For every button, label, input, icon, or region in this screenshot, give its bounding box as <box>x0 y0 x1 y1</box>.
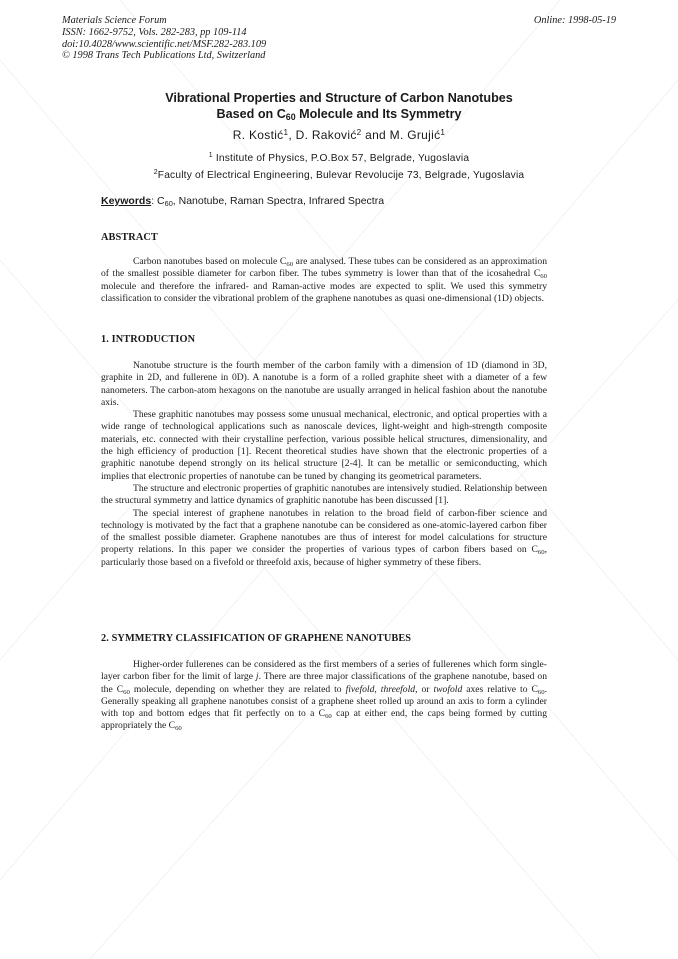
keywords-line: Keywords: $C_{60}$, Nanotube, Raman Spectra, Infrared Spectra <box>101 195 385 208</box>
issn-line: ISSN: 1662-9752, Vols. 282-283, pp 109-114 <box>62 26 247 38</box>
author-grujic: M. Grujić <box>389 128 441 142</box>
author-rakovic: D. Raković <box>295 128 357 142</box>
abstract-text: Carbon nanotubes based on molecule $C_{60}$ are analysed. These tubes can be considered as an approximation of the smallest possible diameter for carbon fiber. The tubes symmetry is lower than that of the icosahedral $C_{60}$ molecule and therefore the infrared- and Raman-active modes are expected to split. We used this symmetry classification to consider the vibrational problem of the graphene nanotubes as quasi one-dimensional (1D) objects. <box>101 256 547 304</box>
introduction-text <box>101 360 547 569</box>
copyright-line: © 1998 Trans Tech Publications Ltd, Switzerland <box>62 50 266 62</box>
online-date: Online: 1998-05-19 <box>533 15 616 26</box>
author-kostic: R. Kostić <box>232 128 284 142</box>
affiliation-1: $^1$ Institute of Physics, P.O.Box 57, Belgrade, Yugoslavia <box>208 152 470 164</box>
introduction-heading: 1. INTRODUCTION <box>101 334 196 345</box>
affiliation-2: $^2$Faculty of Electrical Engineering, Bulevar Revolucije 73, Belgrade, Yugoslavia <box>153 169 525 181</box>
title-line-2: Based on $C_{60}$ Molecule and Its Symmetry <box>216 107 462 122</box>
author-list: R. Kostić$^1$, D. Raković$^2$ and M. Grujić$^1$ <box>232 128 446 142</box>
intro-paragraph-1: Nanotube structure is the fourth member of the carbon family with a dimension of 1D (diamond in 3D, graphite in 2D, and fullerene in 0D). A nanotube is a form of a rolled graphite sheet with a diameter of a few nanometers. The carbon-atom hexagons on the nanotube are usually arranged in helical fashion about the nanotube axis. <box>101 360 547 408</box>
doi-line[interactable]: doi:10.4028/www.scientific.net/MSF.282-283.109 <box>62 38 267 50</box>
paper-title <box>0 90 678 122</box>
keywords-label: Keywords <box>101 195 152 207</box>
abstract-heading: ABSTRACT <box>101 232 158 243</box>
intro-paragraph-2: These graphitic nanotubes may possess some unusual mechanical, electronic, and optical properties with a wide range of technological applications such as nanoscale devices, light-weight and high-strength composite materials, etc. connected with their crystalline perfection, various possible helical structures, dimensionality, and the high efficiency of production [1]. Recent theoretical studies have shown that the electronic properties of a graphitic nanotube depend strongly on its helical structure [2-4]. It can be metallic or semiconducting, which implies that electronic properties of nanotube can be tuned by changing its geometrical parameters. <box>101 409 547 482</box>
journal-name: Materials Science Forum <box>62 15 167 26</box>
section-2-text: Higher-order fullerenes can be considered as the first members of a series of fullerenes which form single-layer carbon fiber for the limit of large j. There are three major classifications of the graphene nanotube, based on the $C_{60}$ molecule, depending on whether they are related to fivefold, threefold, or twofold axes relative to $C_{60}$. Generally speaking all graphene nanotubes consist of a graphene sheet rolled up around an axis to form a cylinder with top and bottom edges that fit perfectly on to a $C_{60}$ cap at either end, the caps being formed by cutting appropriately the $C_{60}$ <box>101 659 548 733</box>
journal-header <box>62 15 266 62</box>
section-2-heading: 2. SYMMETRY CLASSIFICATION OF GRAPHENE NANOTUBES <box>101 633 412 644</box>
intro-paragraph-4: The special interest of graphene nanotubes in relation to the broad field of carbon-fiber science and technology is motivated by the fact that a graphene nanotube can be considered as one-atomic-layered carbon fiber of the smallest possible diameter. Graphene nanotubes are thus of interest for model calculations for structure property relations. In this paper we consider the properties of various types of carbon fibers based on $C_{60}$, particularly those based on a fivefold or threefold axis, because of higher symmetry of these fibers. <box>101 507 547 568</box>
title-line-1: Vibrational Properties and Structure of Carbon Nanotubes <box>165 91 513 105</box>
intro-paragraph-3: The structure and electronic properties of graphitic nanotubes are intensively studied. Relationship between the structural symmetry and lattice dynamics of graphitic nanotube has been discussed [1]. <box>101 482 547 507</box>
